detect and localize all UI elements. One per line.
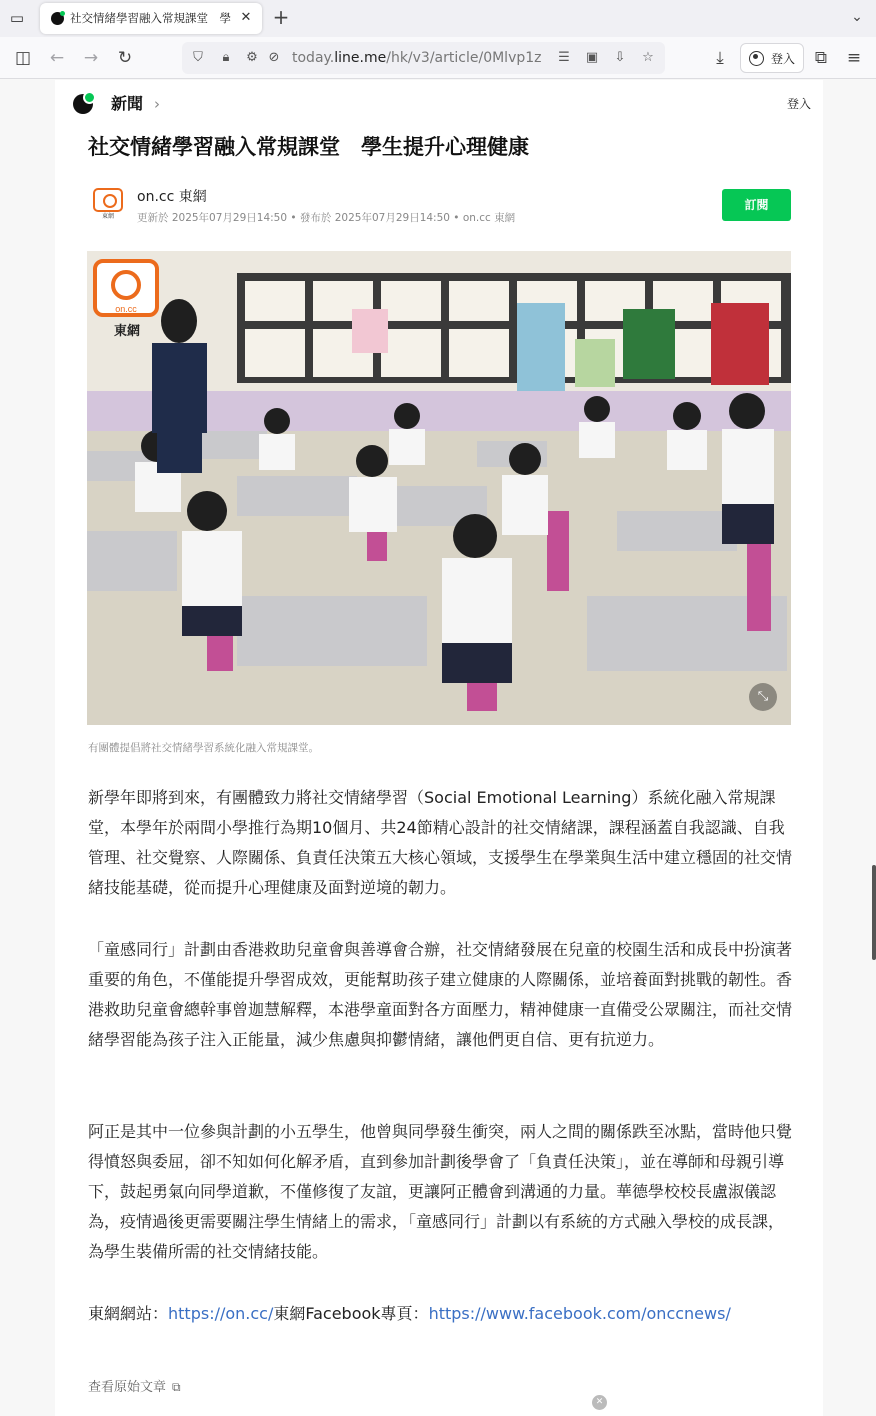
oncc-logo-icon [93,188,123,212]
article-paragraph: 「童感同行」計劃由香港救助兒童會與善導會合辦，社交情緒發展在兒童的校園生活和成長中扮演著重要的角色，不僅能提升學習成效，更能幫助孩子建立健康的人際關係，並培養面對挑戰的韌性。香港救助兒童會總幹事曾迦慧解釋，本港學童面對各方面壓力，精神健康一直備受公眾關注，而社交情緒學習能為孩子注入正能量，減少焦慮與抑鬱情緒，讓他們更自信、更有抗逆力。 [88,940,793,1049]
browser-tab[interactable] [40,3,262,34]
article-meta: 更新於 2025年07月29日14:50 • 發布於 2025年07月29日14:50 • on.cc 東網 [137,212,516,224]
permissions-icon[interactable]: ⚙ [246,50,258,65]
url-bar[interactable] [182,42,665,74]
reload-icon[interactable]: ↻ [117,48,133,68]
facebook-link-label: 東網Facebook專頁： [273,1304,429,1323]
picture-icon[interactable]: ▣ [585,50,599,65]
scrollbar[interactable] [872,865,876,960]
bookmark-star-icon[interactable]: ☆ [642,50,654,65]
chevron-right-icon[interactable]: › [154,95,160,113]
article-paragraph: 新學年即將到來，有團體致力將社交情緒學習（Social Emotional Learning）系統化融入常規課堂，本學年於兩間小學推行為期10個月、共24節精心設計的社交情緒課，課程涵蓋自我認識、自我管理、社交覺察、人際關係、負責任決策五大核心領域，支援學生在學業與生活中建立穩固的社交情緒技能基礎，從而提升心理健康及面對逆境的韌力。 [88,788,793,897]
article-photo[interactable] [87,251,791,725]
article-page [55,80,823,1416]
publisher-logo-text: 東網 [101,213,114,220]
download-icon[interactable]: ⤓ [716,48,724,68]
photo-caption: 有團體提倡將社交情緒學習系統化融入常規課堂。 [88,742,319,754]
publisher-name[interactable]: on.cc 東網 [137,189,207,205]
lock-icon[interactable]: 🔒︎ [222,50,230,65]
article-paragraph: 阿正是其中一位參與計劃的小五學生，他曾與同學發生衝突，兩人之間的關係跌至冰點，當時他只覺得憤怒與委屈，卻不知如何化解矛盾，直到參加計劃後學會了「負責任決策」，並在導師和母親引導下，鼓起勇氣向同學道歉，不僅修復了友誼，更讓阿正體會到溝通的力量。華德學校校長盧淑儀認為，疫情過後更需要關注學生情緒上的需求，「童感同行」計劃以有系統的方式融入學校的成長課，為學生裝備所需的社交情緒技能。 [88,1122,793,1261]
oncc-facebook-link[interactable]: https://www.facebook.com/onccnews/ [428,1304,731,1323]
publisher-logo[interactable] [93,188,123,222]
hamburger-menu-icon[interactable]: ≡ [846,48,862,68]
subscribe-button[interactable]: 訂閱 [722,189,791,221]
save-page-icon[interactable]: ⇩ [614,50,626,65]
sidebar-toggle-icon[interactable]: ◫ [14,48,32,68]
site-link-label: 東網網站： [88,1304,169,1323]
browser-nav-bar [0,37,876,79]
view-original-article-link[interactable] [88,1378,181,1397]
reader-view-icon[interactable]: ☰ [558,50,570,65]
photo-watermark: 東網 [113,324,141,339]
url-text[interactable]: today.line.me/hk/v3/article/0Mlvp1z [292,50,542,66]
line-favicon-icon [51,12,64,25]
back-arrow-icon[interactable]: ← [49,48,65,68]
tab-title: 社交情緒學習融入常規課堂 學 [70,11,231,25]
account-login-label: 登入 [771,52,796,66]
extensions-icon[interactable]: ⧉ [814,48,828,68]
watermark-logo-text: on.cc [115,304,137,314]
chevron-down-icon[interactable]: ⌄ [851,9,863,25]
account-icon [749,51,764,66]
expand-icon[interactable]: ⤡ [749,683,777,711]
line-today-logo-icon[interactable] [73,94,93,114]
site-header [55,80,823,130]
close-icon[interactable]: ✕ [240,10,252,25]
shield-icon[interactable]: ⛉ [193,50,203,65]
view-original-label: 查看原始文章 [88,1380,167,1395]
external-link-icon: ⧉ [172,1380,181,1394]
forward-arrow-icon[interactable]: → [83,48,99,68]
close-icon[interactable]: ✕ [592,1395,607,1410]
account-login-button[interactable] [740,43,804,73]
browser-tab-bar [0,0,876,37]
tab-list-icon[interactable]: ▭ [9,9,25,27]
new-tab-plus-icon[interactable]: + [272,5,290,29]
article-headline: 社交情緒學習融入常規課堂 學生提升心理健康 [88,135,529,159]
tracking-blocked-icon[interactable]: ⊘ [268,50,280,65]
source-links [88,1299,792,1329]
oncc-site-link[interactable]: https://on.cc/ [168,1304,274,1323]
site-login-link[interactable]: 登入 [786,97,811,111]
section-link[interactable]: 新聞 [111,94,144,113]
classroom-photo [87,251,791,725]
